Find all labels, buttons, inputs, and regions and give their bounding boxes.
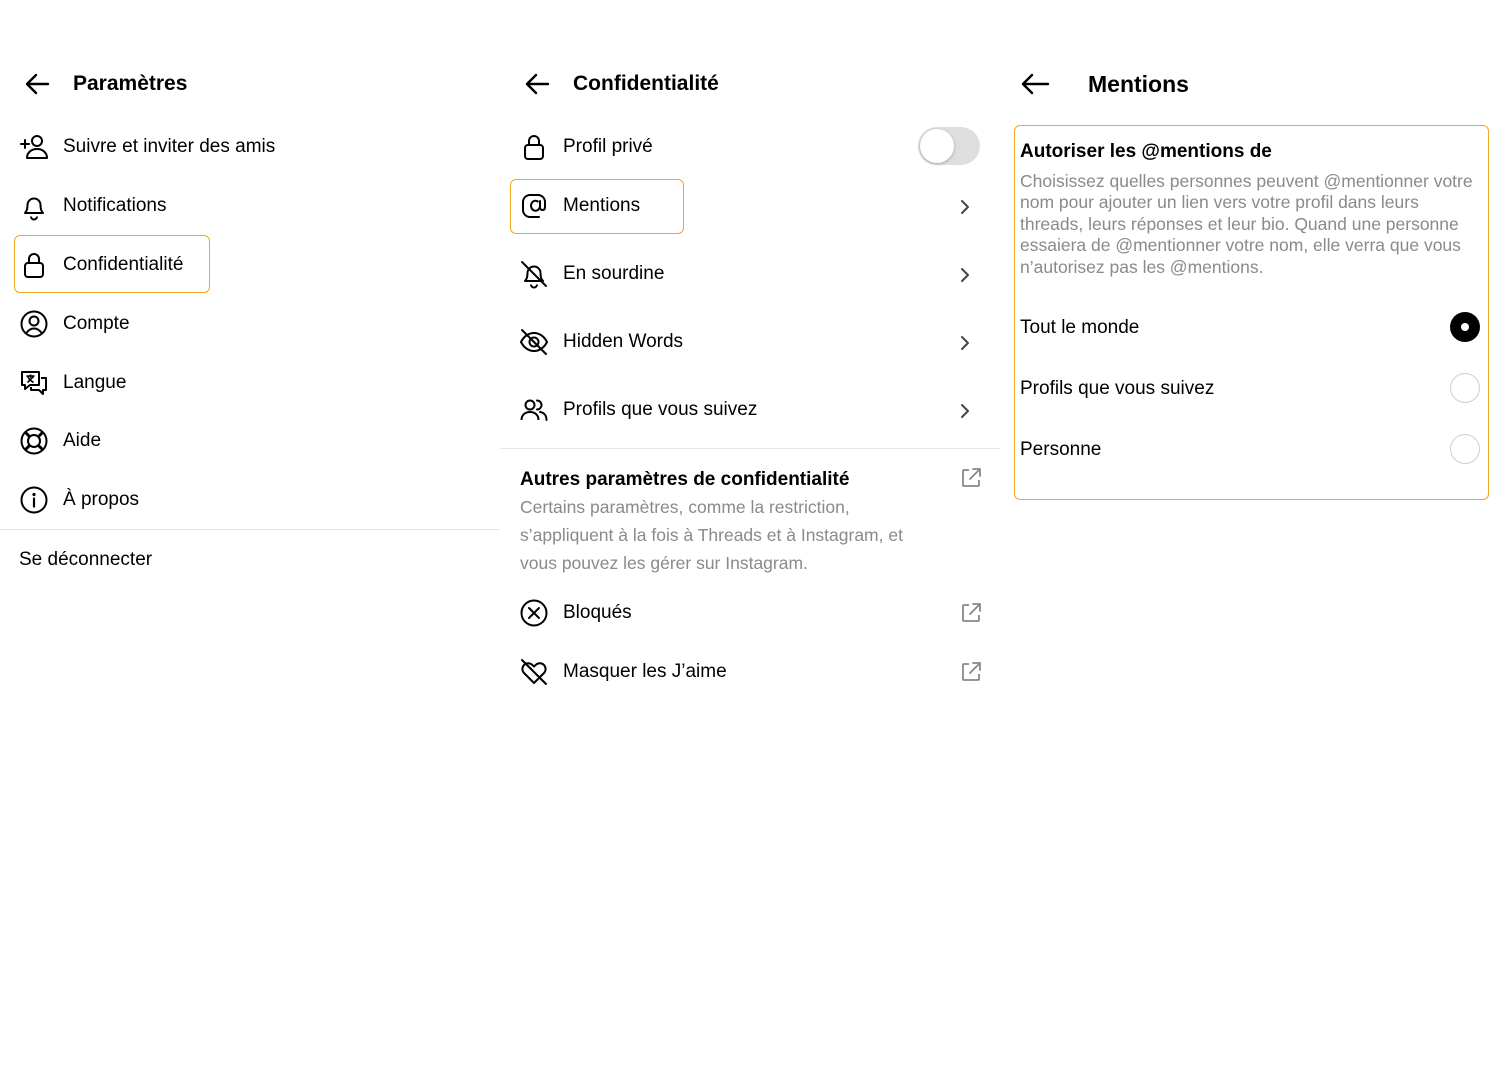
mentions-settings-box xyxy=(1014,125,1489,500)
settings-item-label: Confidentialité xyxy=(63,254,184,275)
logout-button[interactable] xyxy=(0,536,500,584)
external-link-icon xyxy=(960,602,982,624)
privacy-item-label: Profils que vous suivez xyxy=(563,399,758,420)
divider xyxy=(0,529,500,530)
private-profile-row xyxy=(500,123,1000,171)
privacy-item-label: Mentions xyxy=(563,195,641,216)
heart-off-icon xyxy=(519,657,549,687)
settings-item-label: Aide xyxy=(63,430,102,451)
lock-icon xyxy=(19,250,49,280)
privacy-item-muted[interactable] xyxy=(500,250,1000,298)
external-link-icon xyxy=(960,661,982,683)
settings-item-about[interactable] xyxy=(0,476,500,524)
toggle-knob xyxy=(920,129,954,163)
bell-icon xyxy=(19,191,49,221)
page-title: Paramètres xyxy=(73,72,188,95)
eye-off-icon xyxy=(519,327,549,357)
settings-item-label: Suivre et inviter des amis xyxy=(63,136,276,157)
external-link-icon[interactable] xyxy=(960,467,982,489)
chevron-right-icon xyxy=(958,334,972,352)
info-icon xyxy=(19,485,49,515)
settings-item-account[interactable] xyxy=(0,300,500,348)
mentions-option-following[interactable] xyxy=(1015,367,1488,411)
lock-icon xyxy=(519,132,549,162)
private-profile-toggle[interactable] xyxy=(918,127,980,165)
settings-item-label: Langue xyxy=(63,372,127,393)
mentions-section-title: Autoriser les @mentions de xyxy=(1020,141,1272,162)
privacy-panel xyxy=(500,0,1000,1083)
option-label: Profils que vous suivez xyxy=(1020,378,1215,399)
back-arrow-icon[interactable] xyxy=(524,72,552,96)
settings-header xyxy=(0,60,500,108)
mentions-option-everyone[interactable] xyxy=(1015,306,1488,350)
logout-label: Se déconnecter xyxy=(19,549,153,570)
privacy-item-label: En sourdine xyxy=(563,263,665,284)
back-arrow-icon[interactable] xyxy=(1020,72,1050,96)
settings-item-follow-invite[interactable] xyxy=(0,123,500,171)
mentions-header xyxy=(1000,60,1500,108)
privacy-item-mentions[interactable] xyxy=(500,182,1000,230)
radio-button[interactable] xyxy=(1450,434,1480,464)
settings-item-label: Notifications xyxy=(63,195,167,216)
chevron-right-icon xyxy=(958,198,972,216)
option-label: Personne xyxy=(1020,439,1102,460)
add-person-icon xyxy=(19,132,49,162)
chevron-right-icon xyxy=(958,402,972,420)
privacy-item-hide-likes[interactable] xyxy=(500,648,1000,696)
settings-item-label: À propos xyxy=(63,489,140,510)
private-profile-label: Profil privé xyxy=(563,136,653,157)
mentions-panel xyxy=(1000,0,1500,1083)
settings-item-help[interactable] xyxy=(0,417,500,465)
radio-button-selected[interactable] xyxy=(1450,312,1480,342)
other-privacy-description: Certains paramètres, comme la restriction, s’appliquent à la fois à Threads et à Instagram, et vous pouvez les gérer sur Instagram. xyxy=(520,497,903,573)
privacy-header xyxy=(500,60,1000,108)
lifebuoy-icon xyxy=(19,426,49,456)
privacy-item-label: Bloqués xyxy=(563,602,632,623)
page-title: Mentions xyxy=(1088,71,1189,97)
people-icon xyxy=(519,395,549,425)
settings-item-notifications[interactable] xyxy=(0,182,500,230)
privacy-item-following[interactable] xyxy=(500,386,1000,434)
chevron-right-icon xyxy=(958,266,972,284)
mentions-option-nobody[interactable] xyxy=(1015,428,1488,472)
user-circle-icon xyxy=(19,309,49,339)
privacy-item-blocked[interactable] xyxy=(500,589,1000,637)
radio-button[interactable] xyxy=(1450,373,1480,403)
page-title: Confidentialité xyxy=(573,72,719,95)
settings-item-privacy[interactable] xyxy=(0,241,500,289)
back-arrow-icon[interactable] xyxy=(24,72,52,96)
settings-item-label: Compte xyxy=(63,313,130,334)
mentions-description: Choisissez quelles personnes peuvent @mentionner votre nom pour ajouter un lien vers votre profil dans leurs threads, leurs réponses et leur bio. Quand une personne essaiera de @mentionner votre nom, elle verra que vous n’autorisez pas les @mentions. xyxy=(1020,171,1473,277)
language-icon xyxy=(19,368,49,398)
x-circle-icon xyxy=(519,598,549,628)
settings-panel xyxy=(0,0,500,1083)
settings-item-language[interactable] xyxy=(0,359,500,407)
other-privacy-title: Autres paramètres de confidentialité xyxy=(520,469,850,490)
privacy-item-label: Masquer les J’aime xyxy=(563,661,727,682)
option-label: Tout le monde xyxy=(1020,317,1140,338)
privacy-item-hidden-words[interactable] xyxy=(500,318,1000,366)
privacy-item-label: Hidden Words xyxy=(563,331,684,352)
divider xyxy=(500,448,1000,449)
at-sign-icon xyxy=(519,191,549,221)
bell-off-icon xyxy=(519,259,549,289)
